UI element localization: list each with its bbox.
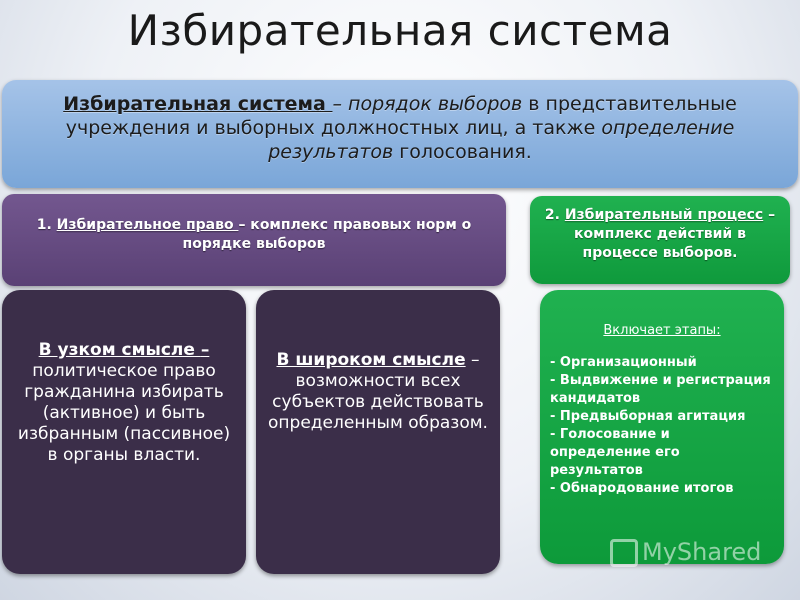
stage-item: - Голосование и определение его результатов (550, 427, 680, 478)
electoral-right-term: Избирательное право (56, 217, 239, 233)
stages-box (540, 290, 784, 564)
broad-sense-box (256, 290, 500, 574)
broad-sense-text: – возможности всех субъектов действовать определенным образом. (268, 350, 488, 433)
definition-dash: – (332, 93, 349, 115)
stage-item: - Обнародование итогов (550, 481, 734, 496)
electoral-process-box (530, 196, 790, 284)
watermark-text: MyShared (642, 538, 762, 566)
electoral-process-text: – комплекс действий в процессе выборов. (574, 207, 776, 261)
electoral-process-term: Избирательный процесс (564, 207, 764, 223)
watermark (610, 538, 761, 567)
definition-box (2, 80, 798, 188)
definition-term: Избирательная система (63, 93, 333, 115)
narrow-sense-text: политическое право гражданина избирать (активное) и быть избранным (пассивное) в органы власти. (17, 361, 231, 465)
broad-sense-term: В широком смысле (276, 350, 466, 370)
definition-part3: определение результатов (268, 117, 735, 163)
electoral-right-box (2, 194, 506, 286)
stages-header: Включает этапы: (603, 323, 721, 338)
slide-title: Избирательная система (127, 6, 673, 55)
definition-part2: в представительные учреждения и выборных должностных лиц, а также (65, 93, 737, 139)
narrow-sense-dash: – (200, 340, 210, 360)
electoral-process-number: 2. (544, 207, 565, 223)
definition-part4: голосования. (393, 141, 532, 163)
electoral-right-number: 1. (36, 217, 57, 233)
stage-item: - Организационный (550, 355, 697, 370)
definition-part1: порядок выборов (348, 93, 523, 115)
electoral-right-text: – комплекс правовых норм о порядке выборов (182, 217, 472, 252)
stage-item: - Выдвижение и регистрация кандидатов (550, 373, 771, 406)
watermark-logo-icon (610, 539, 638, 567)
narrow-sense-box (2, 290, 246, 574)
stage-item: - Предвыборная агитация (550, 409, 746, 424)
narrow-sense-term: В узком смысле (38, 340, 201, 360)
